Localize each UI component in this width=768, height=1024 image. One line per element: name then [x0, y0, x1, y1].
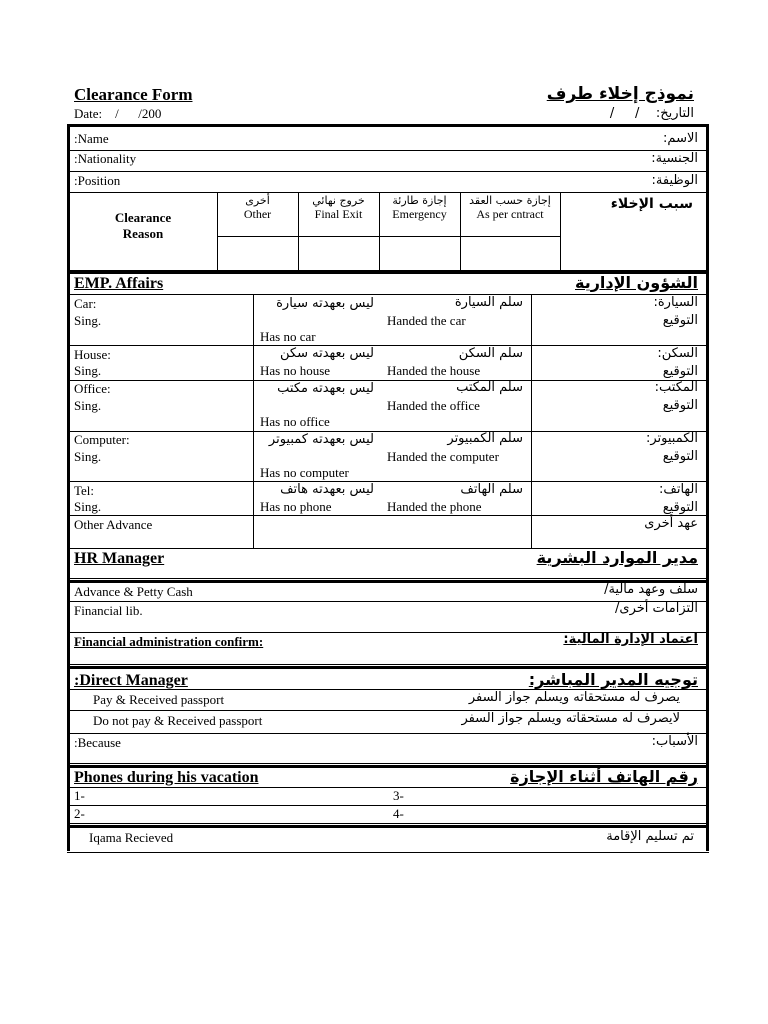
- office-no-en[interactable]: Has no office: [260, 414, 330, 429]
- car-no-en[interactable]: Has no car: [260, 329, 316, 344]
- iqama-received-ar[interactable]: تم تسليم الإقامة: [606, 829, 694, 844]
- date-en[interactable]: Date: / /200: [74, 106, 162, 121]
- house-label-en: House:: [74, 347, 111, 362]
- car-handed-ar[interactable]: سلم السيارة: [454, 295, 523, 310]
- because-label-en: :Because: [74, 735, 121, 750]
- date-ar[interactable]: التاريخ: / /: [609, 106, 694, 121]
- reason-option-emergency[interactable]: إجازة طارئة Emergency: [392, 194, 447, 221]
- other-advance-ar: عهد أخرى: [644, 516, 698, 531]
- direct-manager-title-en: :Direct Manager: [74, 672, 188, 689]
- frame-bottom: [67, 852, 709, 853]
- computer-label-ar: الكمبيوتر:: [646, 431, 698, 446]
- reason-option-as-per-contract[interactable]: إجازة حسب العقد As per cntract: [469, 194, 551, 221]
- car-sign-ar: التوقيع: [662, 313, 698, 328]
- office-handed-en[interactable]: Handed the office: [387, 398, 480, 413]
- office-handed-ar[interactable]: سلم المكتب: [456, 380, 523, 395]
- nopay-option-ar[interactable]: لايصرف له مستحقاته ويسلم جواز السفر: [461, 711, 680, 726]
- tel-handed-ar[interactable]: سلم الهاتف: [460, 482, 523, 497]
- emp-affairs-title-ar: الشؤون الإدارية: [575, 273, 698, 292]
- car-no-ar[interactable]: ليس بعهدته سيارة: [276, 296, 374, 311]
- financial-lib-ar: التزامات أخرى/: [615, 601, 698, 616]
- car-sign-en: Sing.: [74, 313, 102, 328]
- car-label-en: Car:: [74, 296, 97, 311]
- position-label-ar: الوظيفة:: [651, 173, 698, 188]
- pay-option-en[interactable]: Pay & Received passport: [93, 692, 225, 707]
- hr-title-en: HR Manager: [74, 550, 165, 567]
- phones-title-en: Phones during his vacation: [74, 769, 259, 786]
- tel-handed-en[interactable]: Handed the phone: [387, 499, 482, 514]
- nationality-label-ar: الجنسية:: [651, 151, 698, 166]
- computer-sign-en: Sing.: [74, 449, 102, 464]
- house-sign-en: Sing.: [74, 363, 102, 378]
- tel-sign-en: Sing.: [74, 499, 102, 514]
- clearance-reason-label: Clearance Reason: [114, 210, 172, 241]
- frame-top: [67, 124, 709, 127]
- reason-option-final-exit[interactable]: خروج نهائي Final Exit: [312, 194, 365, 221]
- phones-title-ar: رقم الهاتف أثناء الإجازة: [510, 767, 698, 786]
- house-no-en[interactable]: Has no house: [260, 363, 331, 378]
- name-label-ar: الاسم:: [663, 131, 698, 146]
- computer-handed-en[interactable]: Handed the computer: [387, 449, 499, 464]
- house-no-ar[interactable]: ليس بعهدته سكن: [280, 346, 374, 361]
- hr-title-ar: مدير الموارد البشرية: [536, 548, 698, 567]
- because-label-ar: الأسباب:: [651, 734, 698, 749]
- office-label-en: Office:: [74, 381, 111, 396]
- pay-option-ar[interactable]: يصرف له مستحقاته ويسلم جواز السفر: [468, 690, 680, 705]
- phone-2[interactable]: 2-: [74, 806, 85, 821]
- car-label-ar: السيارة:: [653, 295, 698, 310]
- house-handed-en[interactable]: Handed the house: [387, 363, 481, 378]
- nopay-option-en[interactable]: Do not pay & Received passport: [93, 713, 263, 728]
- financial-lib-en: Financial lib.: [74, 603, 143, 618]
- computer-no-ar[interactable]: ليس بعهدته كمبيوتر: [268, 432, 374, 447]
- office-sign-en: Sing.: [74, 398, 102, 413]
- financial-confirm-en: Financial administration confirm:: [74, 634, 264, 649]
- advance-petty-cash-ar: سلف وعهد مالية/: [604, 582, 698, 597]
- iqama-received-en[interactable]: Iqama Recieved: [89, 830, 174, 845]
- office-label-ar: المكتب:: [654, 380, 698, 395]
- nationality-label-en: :Nationality: [74, 151, 137, 166]
- tel-label-ar: الهاتف:: [659, 482, 698, 497]
- position-label-en: :Position: [74, 173, 121, 188]
- tel-no-ar[interactable]: ليس بعهدته هاتف: [280, 482, 374, 497]
- phone-4[interactable]: 4-: [393, 806, 404, 821]
- financial-confirm-ar: اعتماد الإدارة المالية:: [563, 632, 698, 647]
- house-label-ar: السكن:: [657, 346, 698, 361]
- emp-affairs-title-en: EMP. Affairs: [74, 275, 164, 292]
- computer-handed-ar[interactable]: سلم الكمبيوتر: [447, 431, 523, 446]
- frame-right: [706, 124, 709, 851]
- car-handed-en[interactable]: Handed the car: [387, 313, 466, 328]
- advance-petty-cash-en: Advance & Petty Cash: [74, 584, 193, 599]
- office-no-ar[interactable]: ليس بعهدته مكتب: [277, 381, 374, 396]
- clearance-reason-label-ar: سبب الإخلاء: [610, 196, 693, 212]
- tel-sign-ar: التوقيع: [662, 500, 698, 515]
- computer-label-en: Computer:: [74, 432, 130, 447]
- form-title-en: Clearance Form: [74, 85, 193, 104]
- name-label-en: :Name: [74, 131, 109, 146]
- phone-3[interactable]: 3-: [393, 788, 404, 803]
- computer-sign-ar: التوقيع: [662, 449, 698, 464]
- computer-no-en[interactable]: Has no computer: [260, 465, 349, 480]
- tel-no-en[interactable]: Has no phone: [260, 499, 332, 514]
- reason-option-other[interactable]: أخرى Other: [243, 194, 272, 221]
- tel-label-en: Tel:: [74, 483, 95, 498]
- house-handed-ar[interactable]: سلم السكن: [458, 346, 523, 361]
- other-advance-en: Other Advance: [74, 517, 153, 532]
- phone-1[interactable]: 1-: [74, 788, 85, 803]
- house-sign-ar: التوقيع: [662, 364, 698, 379]
- form-title-ar: نموذج إخلاء طرف: [546, 84, 694, 104]
- direct-manager-title-ar: توجيه المدير المباشر:: [528, 670, 698, 689]
- office-sign-ar: التوقيع: [662, 398, 698, 413]
